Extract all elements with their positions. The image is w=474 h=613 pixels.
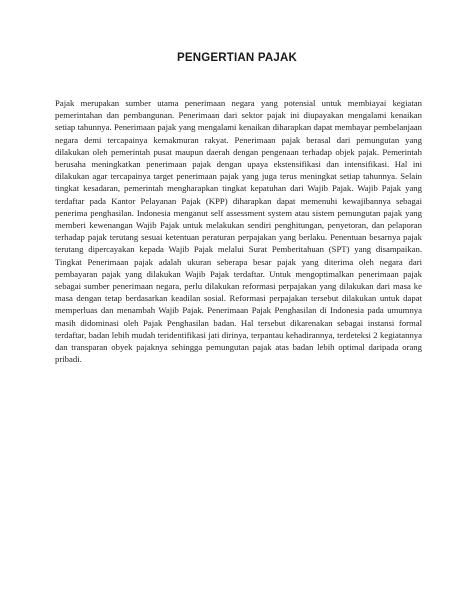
- document-title: PENGERTIAN PAJAK: [177, 52, 297, 64]
- body-paragraph: Pajak merupakan sumber utama penerimaan negara yang potensial untuk membiayai kegiatan pemerintahan dan pembangunan. Penerimaan dari sektor pajak ini diupayakan mengalami kenaikan setiap tahunnya. Penerimaan pajak yang mengalami kenaikan diharapkan dapat membayar pembelanjaan negara demi tercapainya kemakmuran rakyat. Penerimaan pajak berasal dari pemungutan yang dilakukan oleh pemerintah pusat maupun daerah dengan pengenaan terhadap objek pajak. Pemerintah berusaha meningkatkan penerimaan pajak dengan upaya ekstensifikasi dan intensifikasi. Hal ini dilakukan agar tercapainya target penerimaan pajak yang juga terus meningkat setiap tahunnya. Selain tingkat kesadaran, pemerintah mengharapkan tingkat kepatuhan dari Wajib Pajak. Wajib Pajak yang terdaftar pada Kantor Pelayanan Pajak (KPP) diharapkan dapat memenuhi kewajibannya sebagai penerima penghasilan. Indonesia menganut self assessment system atau sistem pemungutan pajak yang memberi kewenangan Wajib Pajak untuk melakukan sendiri penghitungan, penyetoran, dan pelaporan terhadap pajak terutang sesuai ketentuan peraturan perpajakan yang berlaku. Penentuan besarnya pajak terutang dipercayakan kepada Wajib Pajak melalui Surat Pemberitahuan (SPT) yang disampaikan. Tingkat Penerimaan pajak adalah ukuran seberapa besar pajak yang diterima oleh negara dari pembayaran pajak yang dilakukan Wajib Pajak terdaftar. Untuk mengoptimalkan penerimaan pajak sebagai sumber penerimaan negara, perlu dilakukan reformasi perpajakan yang dilakukan dari masa ke masa dengan tetap berdasarkan keadilan sosial. Reformasi perpajakan tersebut dilakukan untuk dapat memperluas dan menambah Wajib Pajak. Penerimaan Pajak Penghasilan di Indonesia pada umumnya masih didominasi oleh Pajak Penghasilan badan. Hal tersebut dikarenakan sebagai instansi formal terdaftar, badan lebih mudah teridentifikasi jati dirinya, terpantau kehadirannya, terdeteksi 2 kegiatannya dan transparan obyek pajaknya sehingga pemungutan pajak atas badan lebih optimal daripada orang pribadi.: [55, 98, 422, 365]
